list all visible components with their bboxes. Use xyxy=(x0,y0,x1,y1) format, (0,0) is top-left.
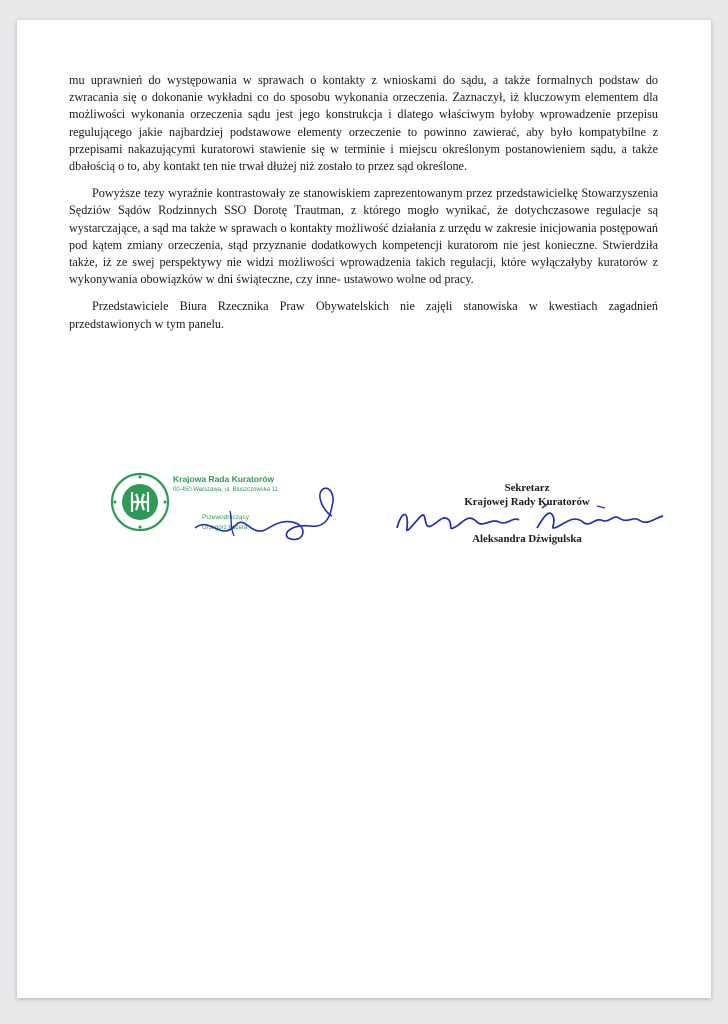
text-line: wprowadzenie przepisu regulującego jakie najbardziej podstawowe elementy orzeczenie to powinno xyxy=(69,107,659,139)
stamp-role: Przewodniczący xyxy=(202,514,249,521)
text-line: w dni świąteczne, czy inne- ustawowo wolne od pracy. xyxy=(205,272,474,287)
paragraph-1 xyxy=(69,72,658,175)
text-line: Powyższe tezy wyraźnie kontrastowały ze stanowiskiem zaprezentowanym przez przedstawicielkę xyxy=(92,186,578,201)
text-line: do zwracania się o dokonanie wykładni co do sposobu wykonania orzeczenia. Zaznaczył, iż kluczowym xyxy=(69,73,659,105)
text-line: kompetencji kuratorom nie jest konieczne. Stwierdziła także, iż ze swej perspektywy nie widzi możliwości xyxy=(69,237,658,270)
stamp-address: 00-450 Warszawa, ul. Bluszczowska 11 xyxy=(173,487,279,493)
chairman-signature-icon xyxy=(190,466,340,556)
text-line: określonym postanowieniem sądu, a także dbałością o to, aby kontakt ten nie trwał dłużej niż zostało xyxy=(69,141,659,174)
body-text xyxy=(69,72,658,343)
text-line: zawierać, aby było kompatybilne z przepisami nakazującymi kuratorowi stawienie się w terminie i miejscu xyxy=(69,124,658,156)
signature-position: Sekretarz xyxy=(504,482,550,494)
council-stamp xyxy=(110,466,335,558)
paragraph-3 xyxy=(69,298,658,332)
text-line: z urzędu w zakresie inicjowania postępowań pod kątem zmiany orzeczenia, stąd przyznanie dodatkowych xyxy=(69,220,658,252)
stamp-person: Grzegorz Kozera xyxy=(202,525,248,531)
text-line: elementem dla możliwości wykonania orzeczenia sądu jest jego konstrukcja i dlatego właściwym byłoby xyxy=(69,90,659,122)
secretary-signature-block xyxy=(387,460,667,560)
text-line: mu uprawnień do występowania w sprawach o kontakty z wnioskami do sądu, a także formalnych podstaw xyxy=(69,73,640,87)
text-line: że dotychczasowe regulacje są wystarczające, a sąd ma także w sprawach o kontakty możliwość działania xyxy=(69,203,659,235)
stamp-title: Krajowa Rada Kuratorów xyxy=(173,474,275,484)
text-line: wprowadzenia takich regulacji, które wyłączałyby kuratorów z wykonywania obowiązków xyxy=(69,255,659,287)
council-seal-icon xyxy=(110,472,170,532)
text-line: to przez sąd określone. xyxy=(355,159,468,174)
text-line: przedstawionych w tym panelu. xyxy=(69,316,225,331)
document-page xyxy=(17,20,711,998)
paragraph-2 xyxy=(69,185,658,288)
signature-name: Aleksandra Dźwigulska xyxy=(472,533,582,545)
signature-organization: Krajowej Rady Kuratorów xyxy=(464,496,590,508)
text-line: Stowarzyszenia Sędziów Sądów Rodzinnych SSO Dorotę Trautman, z którego mogło wynikać, xyxy=(69,186,658,218)
text-line: Przedstawiciele Biura Rzecznika Praw Obywatelskich nie zajęli stanowiska w kwestiach zagadnień xyxy=(92,299,658,314)
